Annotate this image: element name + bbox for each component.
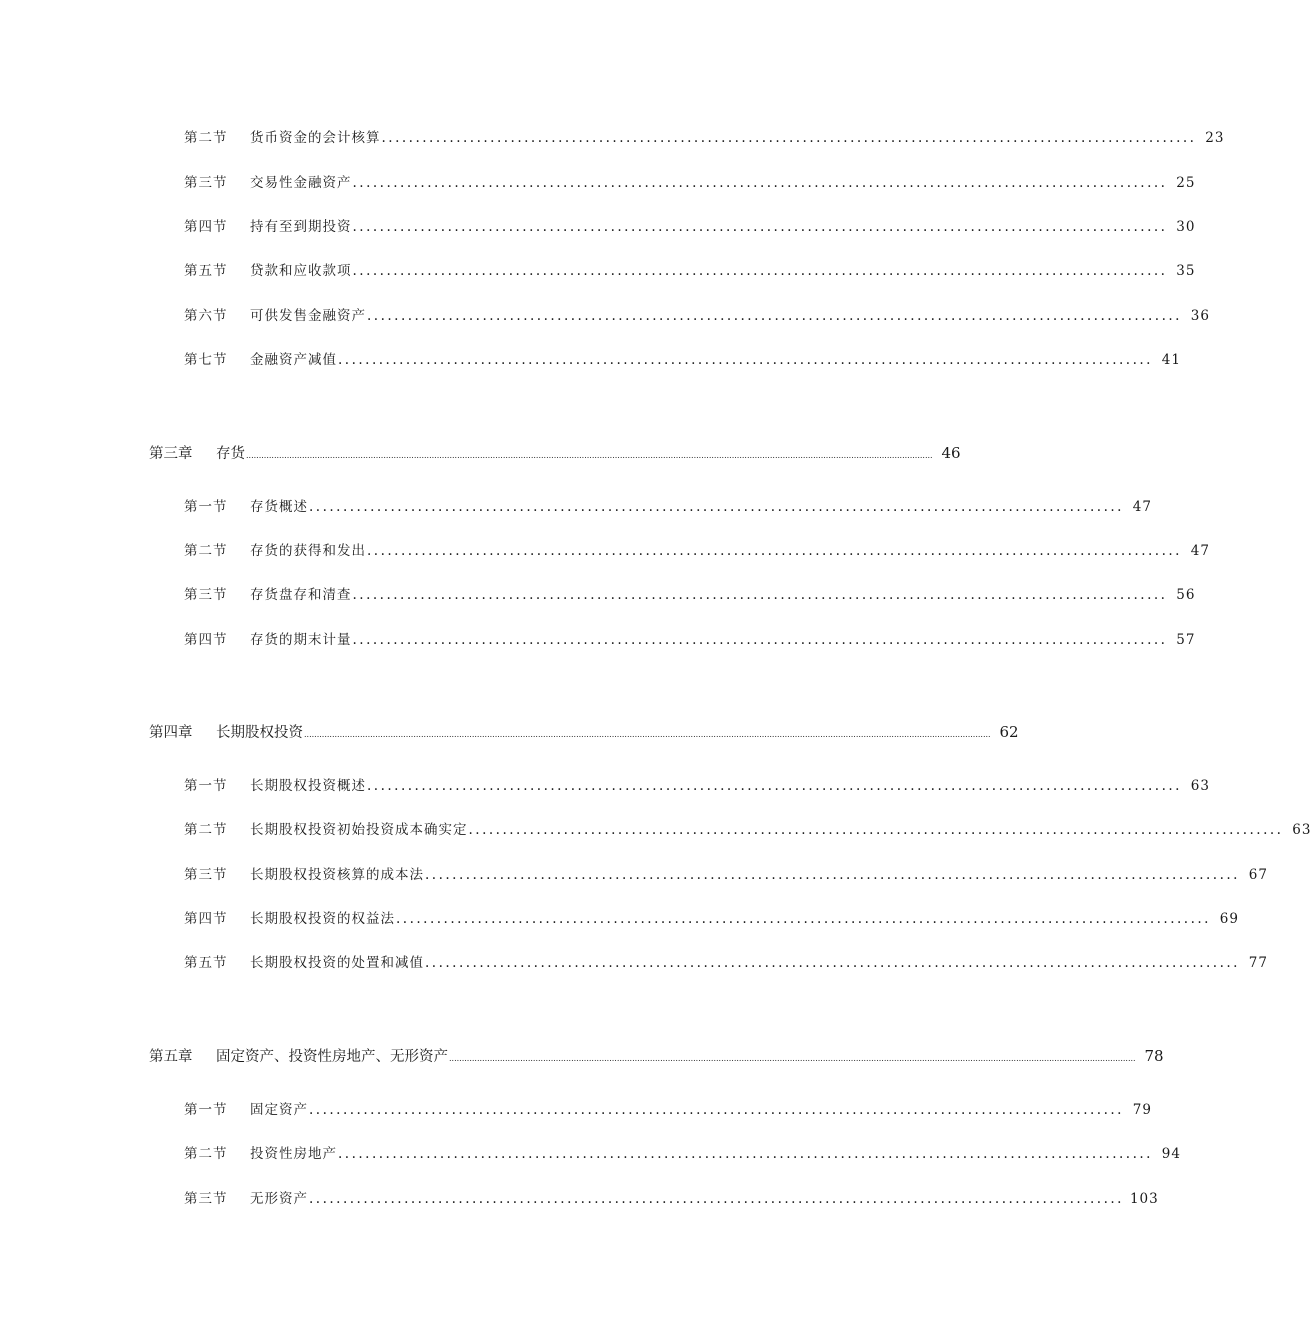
entry-page-number: 23 [1205, 130, 1225, 146]
entry-page-number: 47 [1190, 543, 1210, 559]
entry-number: 第一节 [184, 778, 228, 794]
toc-entry[interactable] [184, 171, 1196, 191]
entry-page-number: 77 [1248, 955, 1268, 971]
chapter-number: 第三章 [149, 446, 193, 462]
entry-page-number: 69 [1219, 911, 1239, 927]
entry-title: 固定资产 [250, 1102, 308, 1118]
entry-page-number: 63 [1190, 778, 1210, 794]
entry-title: 无形资产 [250, 1191, 308, 1207]
toc-entry[interactable] [184, 259, 1196, 279]
toc-entry[interactable] [184, 1098, 1152, 1118]
entry-number: 第四节 [184, 632, 228, 648]
dot-leader: ........................................................................................................................ [352, 587, 1168, 603]
toc-entry[interactable] [184, 215, 1196, 235]
entry-title: 货币资金的会计核算 [250, 130, 381, 146]
dot-leader: ........................................................................................................................ [381, 130, 1197, 146]
toc-entry[interactable] [184, 774, 1210, 794]
dot-leader: ........................................................................................................................ [352, 263, 1168, 279]
dot-leader: ........................................................................................................................ [309, 1191, 1124, 1207]
dot-leader: ........................................................................................................................ [367, 778, 1182, 794]
toc-entry[interactable] [184, 1142, 1181, 1162]
entry-title: 存货的获得和发出 [250, 543, 366, 559]
chapter-number: 第四章 [149, 725, 193, 741]
dot-leader: .............................................................................................................................................................................................................................................................................. [304, 730, 991, 739]
entry-number: 第一节 [184, 499, 228, 515]
dot-leader: ........................................................................................................................ [352, 175, 1168, 191]
toc-entry[interactable] [184, 495, 1152, 515]
entry-title: 长期股权投资的权益法 [250, 911, 395, 927]
entry-title: 长期股权投资核算的成本法 [250, 867, 424, 883]
toc-entry[interactable] [184, 863, 1268, 883]
toc-entry[interactable] [184, 348, 1181, 368]
entry-number: 第五节 [184, 955, 228, 971]
entry-page-number: 35 [1176, 263, 1196, 279]
entry-title: 投资性房地产 [250, 1146, 337, 1162]
entry-title: 存货的期末计量 [250, 632, 352, 648]
dot-leader: ........................................................................................................................ [425, 955, 1240, 971]
entry-page-number: 79 [1132, 1102, 1152, 1118]
chapter-number: 第五章 [149, 1049, 193, 1065]
entry-number: 第三节 [184, 1191, 228, 1207]
toc-entry[interactable] [184, 539, 1210, 559]
entry-title: 可供发售金融资产 [250, 308, 366, 324]
entry-number: 第一节 [184, 1102, 228, 1118]
toc-entry[interactable] [184, 1187, 1159, 1207]
toc-chapter-entry[interactable] [149, 1045, 1164, 1066]
dot-leader: ........................................................................................................................ [338, 1146, 1153, 1162]
chapter-title: 存货 [216, 446, 245, 462]
toc-entry[interactable] [184, 818, 1311, 838]
dot-leader: .............................................................................................................................................................................................................................................................................. [246, 451, 933, 460]
entry-page-number: 103 [1129, 1191, 1159, 1207]
entry-number: 第四节 [184, 911, 228, 927]
entry-page-number: 25 [1176, 175, 1196, 191]
toc-entry[interactable] [184, 583, 1196, 603]
entry-page-number: 67 [1248, 867, 1268, 883]
chapter-page-number: 78 [1144, 1047, 1164, 1065]
entry-title: 长期股权投资概述 [250, 778, 366, 794]
entry-number: 第三节 [184, 587, 228, 603]
entry-number: 第二节 [184, 543, 228, 559]
dot-leader: ........................................................................................................................ [309, 499, 1124, 515]
dot-leader: ........................................................................................................................ [367, 308, 1182, 324]
entry-page-number: 47 [1132, 499, 1152, 515]
entry-number: 第六节 [184, 308, 228, 324]
entry-page-number: 36 [1190, 308, 1210, 324]
toc-entry[interactable] [184, 126, 1225, 146]
toc-chapter-entry[interactable] [149, 721, 1019, 742]
chapter-title: 长期股权投资 [216, 725, 303, 741]
toc-entry[interactable] [184, 951, 1268, 971]
dot-leader: .............................................................................................................................................................................................................................................................................. [449, 1054, 1136, 1063]
toc-chapter-entry[interactable] [149, 442, 961, 463]
entry-page-number: 94 [1161, 1146, 1181, 1162]
entry-number: 第二节 [184, 822, 228, 838]
dot-leader: ........................................................................................................................ [367, 543, 1182, 559]
dot-leader: ........................................................................................................................ [352, 632, 1168, 648]
entry-page-number: 57 [1176, 632, 1196, 648]
dot-leader: ........................................................................................................................ [468, 822, 1284, 838]
dot-leader: ........................................................................................................................ [338, 352, 1153, 368]
entry-number: 第二节 [184, 1146, 228, 1162]
entry-number: 第三节 [184, 867, 228, 883]
entry-title: 长期股权投资的处置和减值 [250, 955, 424, 971]
dot-leader: ........................................................................................................................ [396, 911, 1211, 927]
entry-title: 长期股权投资初始投资成本确实定 [250, 822, 468, 838]
entry-number: 第二节 [184, 130, 228, 146]
dot-leader: ........................................................................................................................ [425, 867, 1240, 883]
entry-title: 存货盘存和清查 [250, 587, 352, 603]
entry-number: 第五节 [184, 263, 228, 279]
toc-entry[interactable] [184, 304, 1210, 324]
entry-title: 持有至到期投资 [250, 219, 352, 235]
entry-title: 金融资产减值 [250, 352, 337, 368]
dot-leader: ........................................................................................................................ [352, 219, 1168, 235]
entry-page-number: 56 [1176, 587, 1196, 603]
entry-number: 第三节 [184, 175, 228, 191]
entry-number: 第七节 [184, 352, 228, 368]
entry-page-number: 41 [1161, 352, 1181, 368]
entry-page-number: 30 [1176, 219, 1196, 235]
entry-number: 第四节 [184, 219, 228, 235]
entry-title: 交易性金融资产 [250, 175, 352, 191]
entry-page-number: 63 [1292, 822, 1311, 838]
chapter-page-number: 62 [999, 723, 1019, 741]
chapter-page-number: 46 [941, 444, 961, 462]
entry-title: 贷款和应收款项 [250, 263, 352, 279]
toc-entry[interactable] [184, 907, 1239, 927]
dot-leader: ........................................................................................................................ [309, 1102, 1124, 1118]
entry-title: 存货概述 [250, 499, 308, 515]
chapter-title: 固定资产、投资性房地产、无形资产 [216, 1049, 448, 1065]
toc-entry[interactable] [184, 628, 1196, 648]
